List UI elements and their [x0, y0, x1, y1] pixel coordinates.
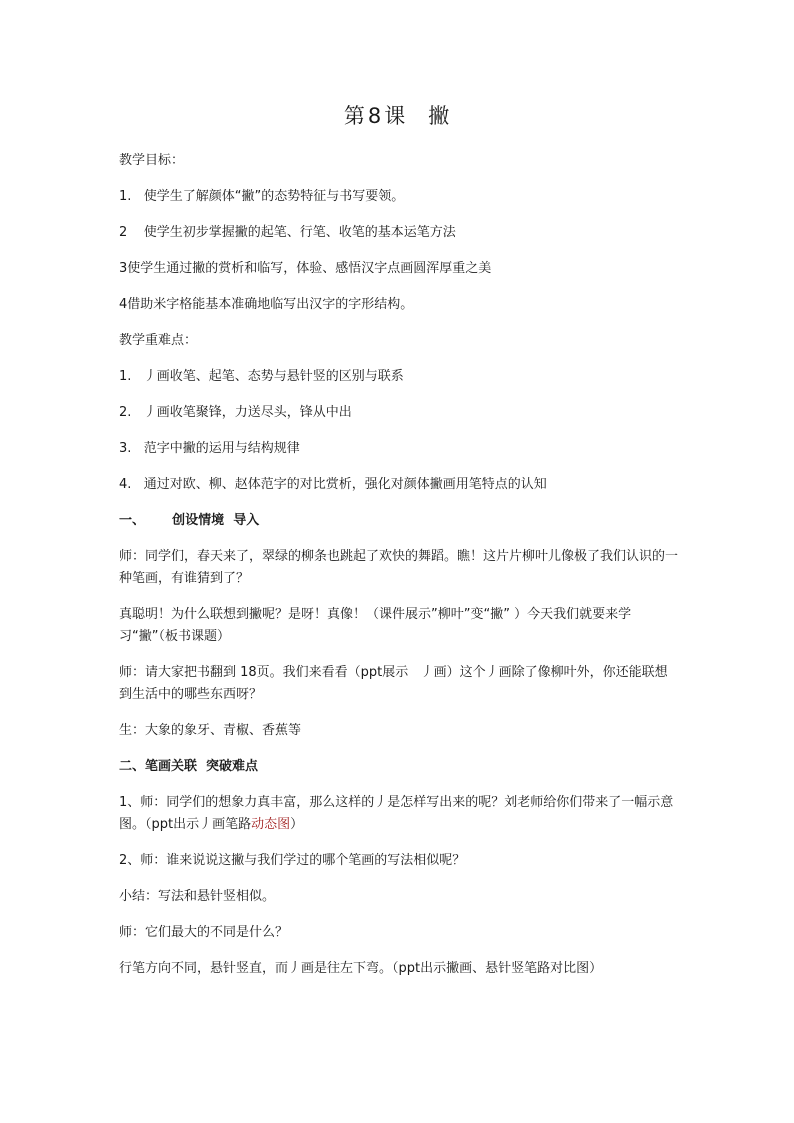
title-word: 撇	[428, 104, 451, 128]
paragraph	[119, 258, 679, 280]
lesson-number: 8	[367, 104, 383, 128]
highlight-text: 动态图	[251, 817, 291, 832]
paragraph-text: 2 使学生初步掌握撇的起笔、行笔、收笔的基本运笔方法	[119, 225, 456, 240]
section-heading	[119, 756, 679, 778]
paragraph	[119, 958, 679, 980]
paragraph	[119, 294, 679, 316]
title-lesson: 课	[384, 104, 407, 128]
paragraph	[119, 886, 679, 908]
paragraph	[119, 604, 679, 648]
paragraph	[119, 402, 679, 424]
paragraph	[119, 922, 679, 944]
section-heading	[119, 510, 679, 532]
paragraph-text: 教学目标：	[119, 153, 185, 168]
paragraph-text: 真聪明！为什么联想到撇呢？是呀！真像！（课件展示”柳叶”变“撇” ）今天我们就要来学习“撇”（板书课题）	[119, 607, 632, 644]
paragraph	[119, 546, 679, 590]
document-body	[119, 150, 679, 980]
paragraph	[119, 186, 679, 208]
paragraph-text: 3使学生通过撇的赏析和临写，体验、感悟汉字点画圆浑厚重之美	[119, 261, 492, 276]
paragraph	[119, 792, 679, 836]
paragraph	[119, 330, 679, 352]
paragraph	[119, 150, 679, 172]
paragraph-text: 3. 范字中撇的运用与结构规律	[119, 441, 300, 456]
paragraph-text: 行笔方向不同，悬针竖直，而丿画是往左下弯。（ppt出示撇画、悬针竖笔路对比图）	[119, 961, 603, 976]
paragraph-text: 一、 创设情境 导入	[119, 513, 260, 528]
paragraph-text: 师：请大家把书翻到 18页。我们来看看（ppt展示 丿画）这个丿画除了像柳叶外，你还能联想到生活中的哪些东西呀？	[119, 665, 668, 702]
paragraph-tail: ）	[290, 817, 304, 832]
paragraph-text: 1、师：同学们的想象力真丰富，那么这样的丿是怎样写出来的呢？刘老师给你们带来了一幅示意图。（ppt出示丿画笔路	[119, 795, 674, 832]
paragraph-text: 二、笔画关联 突破难点	[119, 759, 259, 774]
paragraph-text: 教学重难点：	[119, 333, 198, 348]
paragraph-text: 1. 使学生了解颜体“撇”的态势特征与书写要领。	[119, 189, 405, 204]
paragraph-text: 2. 丿画收笔聚锋，力送尽头，锋从中出	[119, 405, 352, 420]
paragraph-text: 生：大象的象牙、青椒、香蕉等	[119, 723, 302, 738]
title-prefix: 第	[343, 104, 366, 128]
paragraph	[119, 222, 679, 244]
paragraph-text: 师：同学们，春天来了，翠绿的柳条也跳起了欢快的舞蹈。瞧！这片片柳叶儿像极了我们认识的一种笔画，有谁猜到了？	[119, 549, 679, 586]
paragraph	[119, 662, 679, 706]
page-title	[0, 100, 794, 130]
paragraph	[119, 474, 679, 496]
paragraph	[119, 438, 679, 460]
paragraph-text: 小结：写法和悬针竖相似。	[119, 889, 276, 904]
paragraph-text: 1. 丿画收笔、起笔、态势与悬针竖的区别与联系	[119, 369, 404, 384]
paragraph-text: 4. 通过对欧、柳、赵体范字的对比赏析，强化对颜体撇画用笔特点的认知	[119, 477, 547, 492]
paragraph	[119, 850, 679, 872]
paragraph	[119, 720, 679, 742]
paragraph-text: 4借助米字格能基本准确地临写出汉字的字形结构。	[119, 297, 414, 312]
paragraph-text: 师：它们最大的不同是什么？	[119, 925, 289, 940]
paragraph-text: 2、师：谁来说说这撇与我们学过的哪个笔画的写法相似呢？	[119, 853, 466, 868]
paragraph	[119, 366, 679, 388]
